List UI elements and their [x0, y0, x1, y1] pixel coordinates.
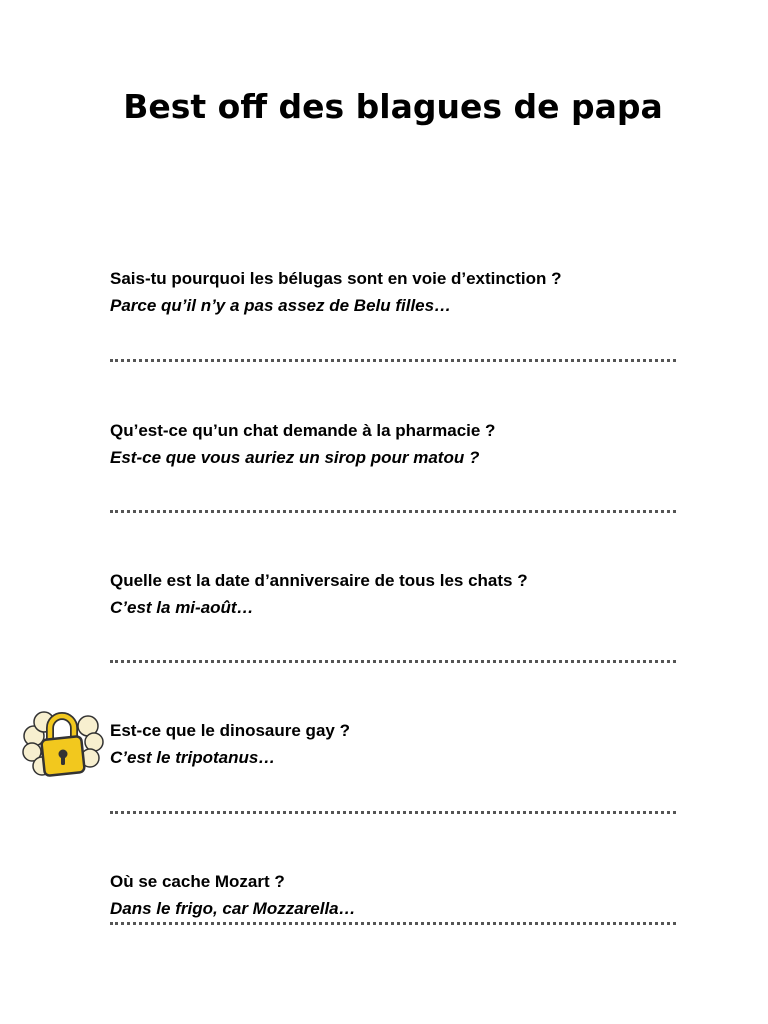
page-title: Best off des blagues de papa — [123, 87, 663, 126]
joke-question: Où se cache Mozart ? — [110, 872, 285, 891]
dotted-separator — [110, 660, 676, 663]
joke-question: Sais-tu pourquoi les bélugas sont en voie d’extinction ? — [110, 269, 562, 288]
joke-answer: C’est la mi-août… — [110, 598, 254, 617]
joke-4 — [110, 720, 676, 769]
dotted-separator — [110, 922, 676, 925]
joke-question: Quelle est la date d’anniversaire de tous les chats ? — [110, 571, 528, 590]
joke-1 — [110, 268, 676, 317]
joke-3 — [110, 570, 676, 619]
joke-5 — [110, 871, 676, 920]
joke-question: Qu’est-ce qu’un chat demande à la pharmacie ? — [110, 421, 496, 440]
joke-2 — [110, 420, 676, 469]
joke-answer: Dans le frigo, car Mozzarella… — [110, 899, 356, 918]
dotted-separator — [110, 510, 676, 513]
joke-answer: Parce qu’il n’y a pas assez de Belu filles… — [110, 296, 452, 315]
joke-answer: Est-ce que vous auriez un sirop pour matou ? — [110, 448, 480, 467]
dotted-separator — [110, 359, 676, 362]
padlock-icon — [20, 700, 104, 784]
dotted-separator — [110, 811, 676, 814]
joke-question: Est-ce que le dinosaure gay ? — [110, 721, 350, 740]
joke-answer: C’est le tripotanus… — [110, 748, 276, 767]
